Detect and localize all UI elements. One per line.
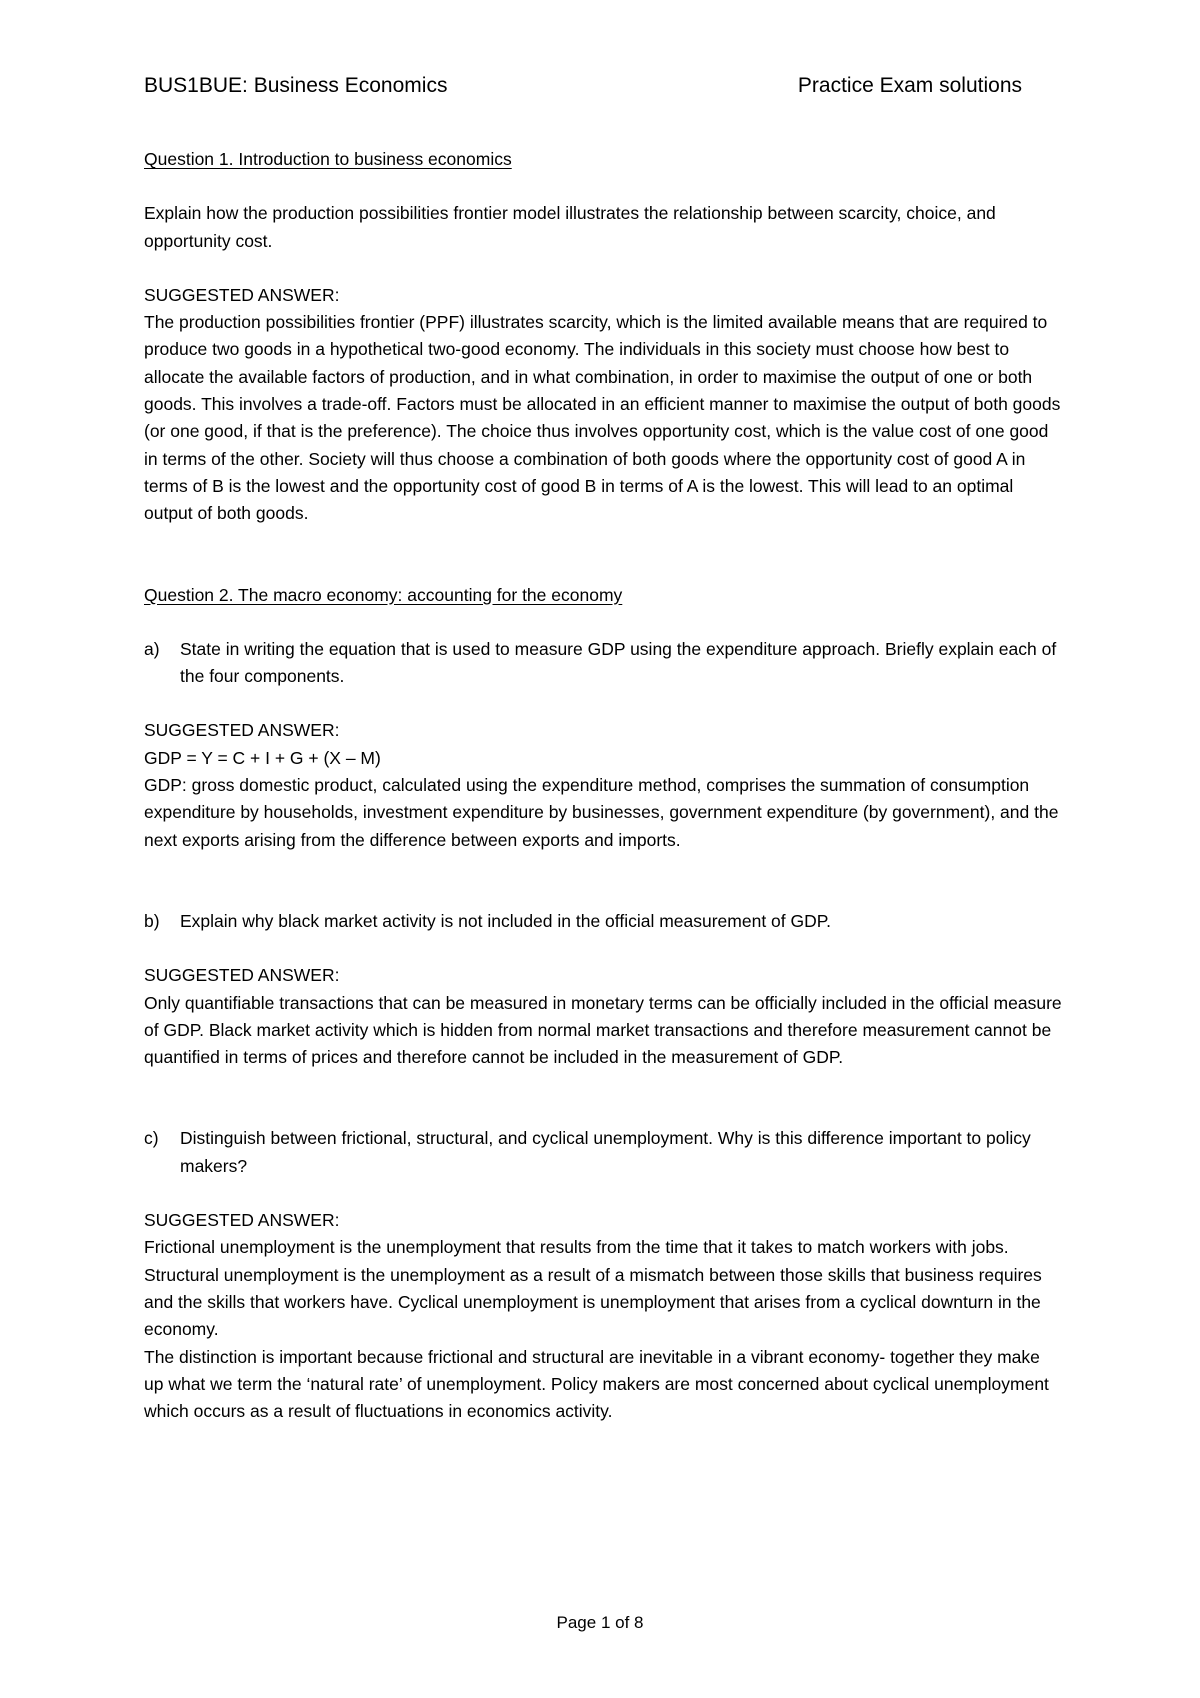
question-2a-letter: a)	[144, 638, 160, 659]
question-2b-answer-label: SUGGESTED ANSWER:	[144, 965, 340, 986]
question-2c	[144, 1125, 1064, 1180]
question-2b	[144, 908, 1064, 935]
question-1-title: Question 1. Introduction to business economics	[144, 149, 512, 169]
question-2-title: Question 2. The macro economy: accounting for the economy	[144, 584, 623, 605]
question-2c-answer-part-2: The distinction is important because frictional and structural are inevitable in a vibrant economy- together they make up what we term the ‘natural rate’ of unemployment. Policy makers are most concerned about cyclical unemployment which occurs as a result of fluctuations in economics activity.	[144, 1346, 1049, 1422]
question-1-prompt: Explain how the production possibilities frontier model illustrates the relationship between scarcity, choice, and opportunity cost.	[144, 203, 996, 251]
question-1-answer: The production possibilities frontier (PPF) illustrates scarcity, which is the limited available means that are required to produce two goods in a hypothetical two-good economy. The individuals in this society must choose how best to allocate the available factors of production, and in what combination, in order to maximise the output of one or both goods. This involves a trade-off. Factors must be allocated in an efficient manner to maximise the output of both goods (or one good, if that is the preference). The choice thus involves opportunity cost, which is the value cost of one good in terms of the other. Society will thus choose a combination of both goods where the opportunity cost of good A in terms of B is the lowest and the opportunity cost of good B in terms of A is the lowest. This will lead to an optimal output of both goods.	[144, 312, 1061, 524]
page-header	[144, 72, 1022, 100]
question-2a-prompt: State in writing the equation that is used to measure GDP using the expenditure approach. Briefly explain each of the four components.	[180, 638, 1057, 687]
question-2a-answer: GDP: gross domestic product, calculated using the expenditure method, comprises the summation of consumption expenditure by households, investment expenditure by businesses, government expenditure (by government), and the next exports arising from the difference between exports and imports.	[144, 775, 1059, 850]
question-2a	[144, 636, 1064, 691]
question-2c-answer-part-1: Frictional unemployment is the unemployment that results from the time that it takes to match workers with jobs. Structural unemployment is the unemployment as a result of a mismatch between those skills that business requires and the skills that workers have. Cyclical unemployment is unemployment that arises from a cyclical downturn in the economy.	[144, 1237, 1042, 1340]
course-title: BUS1BUE: Business Economics	[144, 74, 448, 97]
question-2c-letter: c)	[144, 1128, 159, 1149]
question-2c-answer-label: SUGGESTED ANSWER:	[144, 1210, 340, 1231]
document-body	[144, 146, 1064, 1425]
question-2a-equation: GDP = Y = C + I + G + (X – M)	[144, 747, 381, 768]
question-2c-prompt: Distinguish between frictional, structural, and cyclical unemployment. Why is this difference important to policy makers?	[180, 1128, 1031, 1176]
document-type: Practice Exam solutions	[797, 74, 1022, 97]
page-number: Page 1 of 8	[556, 1613, 644, 1632]
question-2b-answer: Only quantifiable transactions that can be measured in monetary terms can be officially included in the official measure of GDP. Black market activity which is hidden from normal market transactions and therefore measurement cannot be quantified in terms of prices and therefore cannot be included in the measurement of GDP.	[144, 992, 1062, 1068]
question-2b-letter: b)	[144, 910, 160, 931]
question-1-answer-label: SUGGESTED ANSWER:	[144, 284, 340, 305]
question-2a-answer-label: SUGGESTED ANSWER:	[144, 720, 340, 741]
question-2b-prompt: Explain why black market activity is not included in the official measurement of GDP.	[180, 910, 832, 931]
